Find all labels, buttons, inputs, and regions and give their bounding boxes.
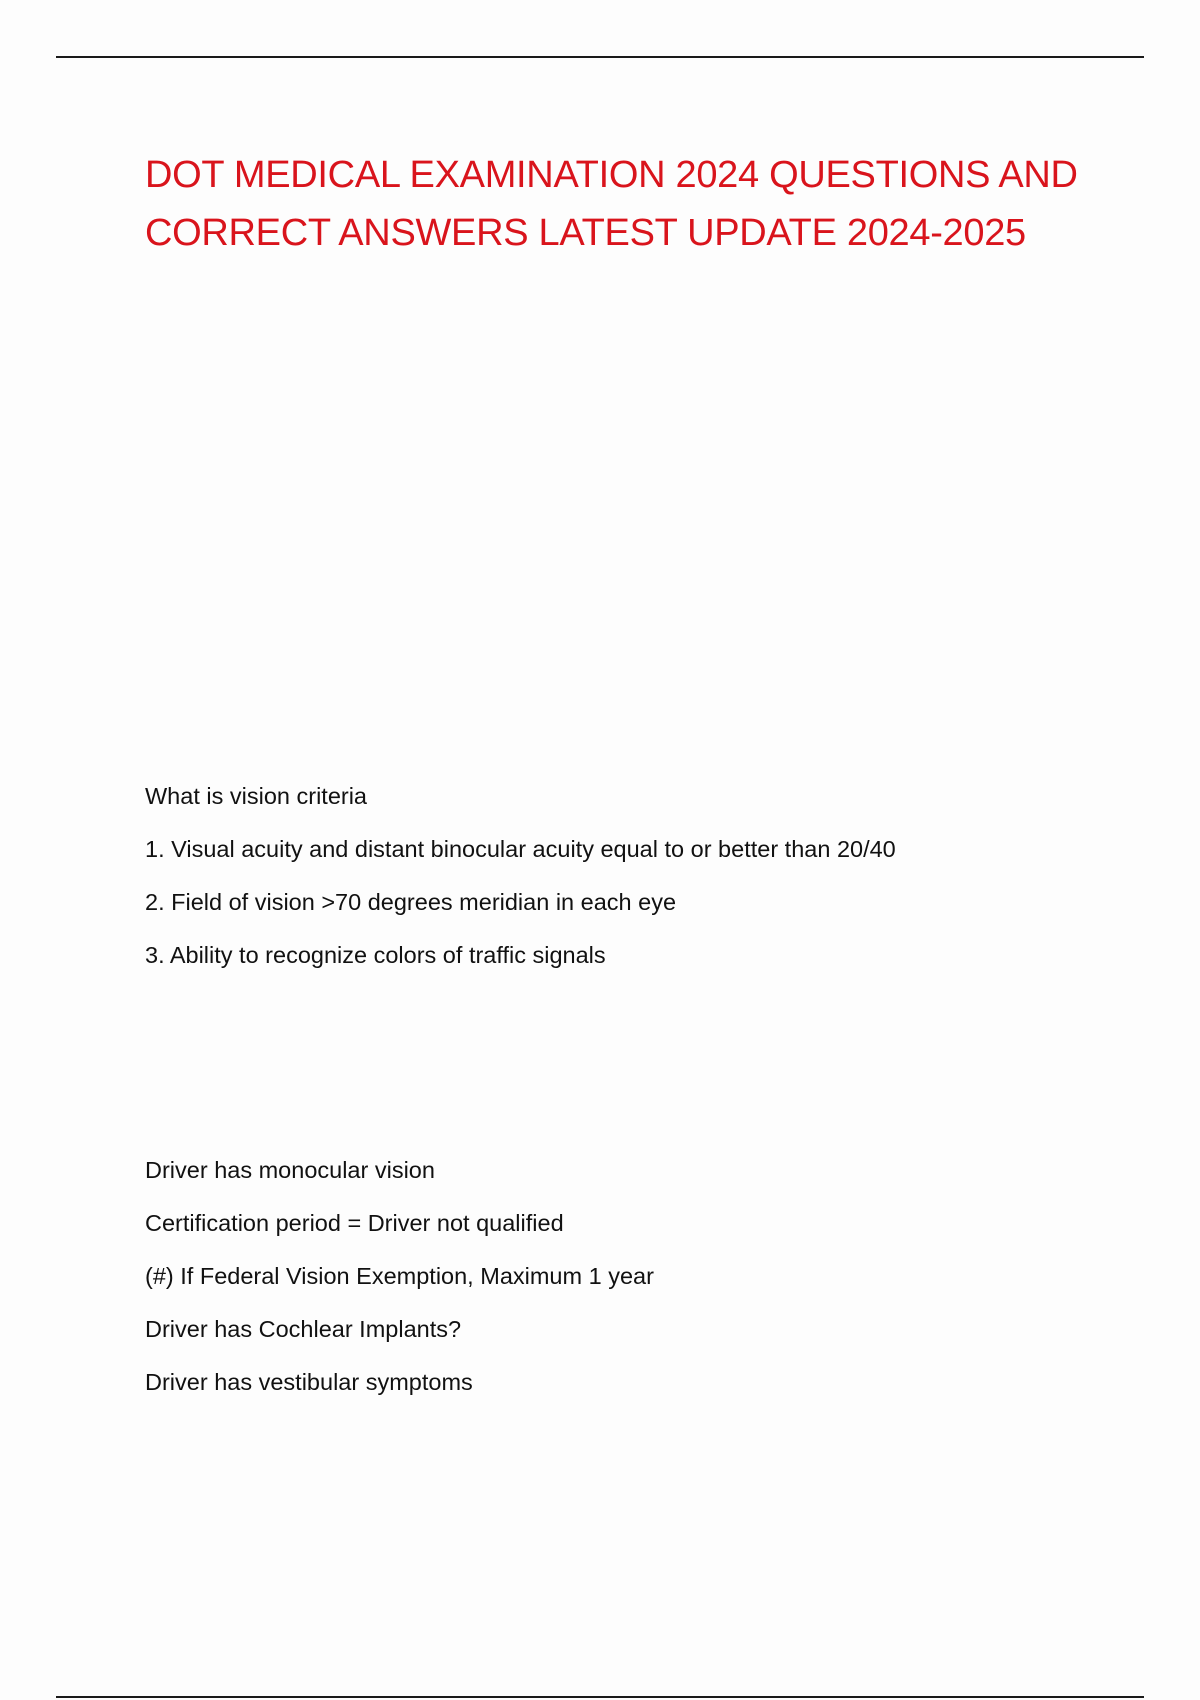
answer-line: 3. Ability to recognize colors of traffic signals [145,942,606,968]
footer-rule [56,1696,1144,1698]
question-text: Driver has vestibular symptoms [145,1369,473,1395]
title-line-1: DOT MEDICAL EXAMINATION 2024 QUESTIONS AND [145,154,1078,196]
question-text: Driver has monocular vision [145,1157,435,1183]
question-text: Driver has Cochlear Implants? [145,1316,462,1342]
monocular-vision-section [145,1144,1105,1409]
answer-line: 1. Visual acuity and distant binocular acuity equal to or better than 20/40 [145,836,896,862]
answer-line: 2. Field of vision >70 degrees meridian in each eye [145,889,677,915]
header-rule [56,56,1144,58]
answer-line: (#) If Federal Vision Exemption, Maximum 1 year [145,1263,654,1289]
answer-line: Certification period = Driver not qualified [145,1210,564,1236]
question-text: What is vision criteria [145,783,367,809]
document-title [145,146,1105,262]
title-line-2: CORRECT ANSWERS LATEST UPDATE 2024-2025 [145,212,1026,254]
vision-criteria-section [145,770,1105,982]
